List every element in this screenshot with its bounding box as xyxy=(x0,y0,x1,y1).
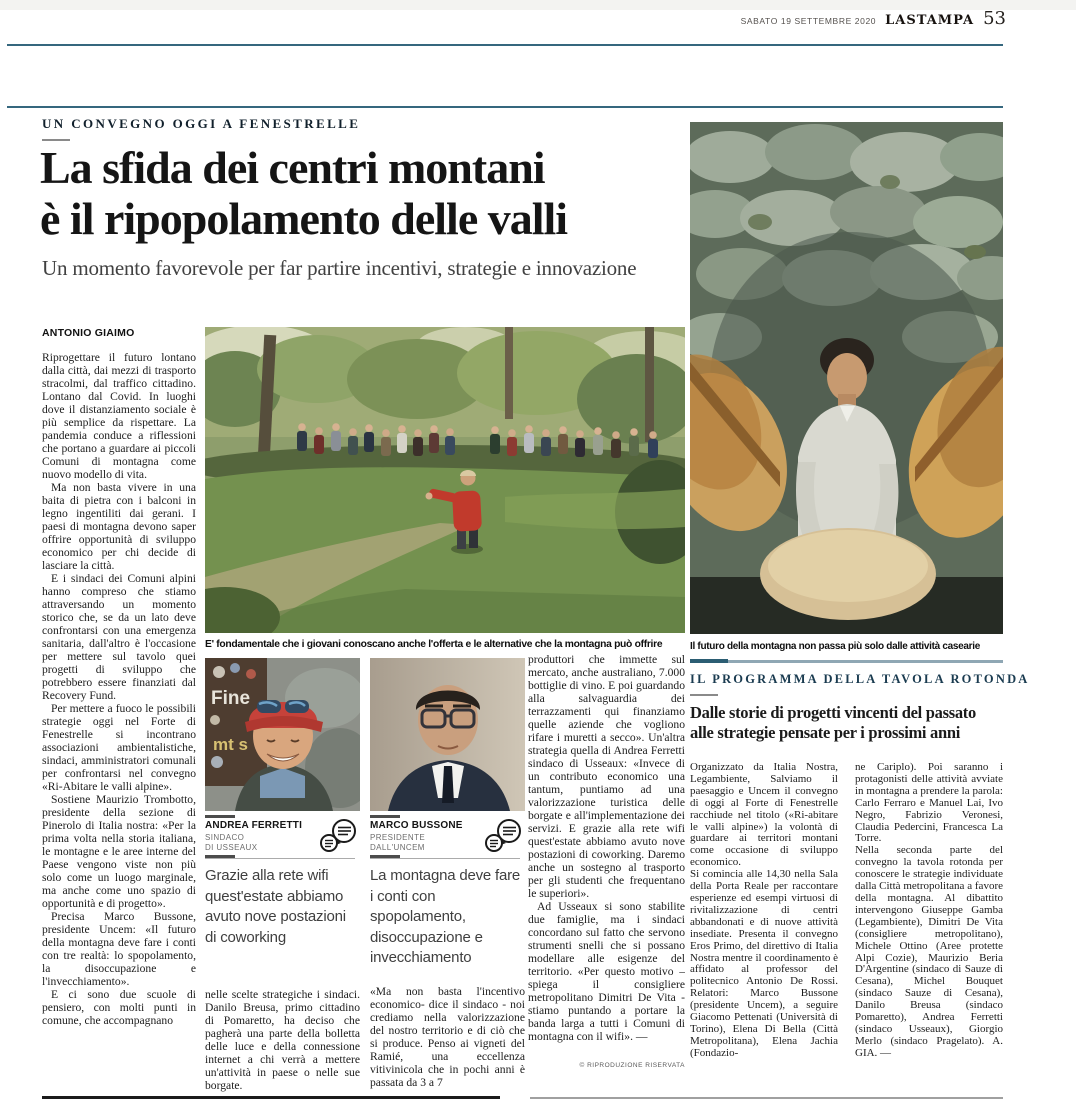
sign-text-line1: Fine xyxy=(211,688,251,709)
profile1-role-1: SINDACO xyxy=(205,833,245,842)
bottom-rule-dark xyxy=(42,1096,500,1099)
masthead: LASTAMPA xyxy=(885,13,975,28)
profile2-role-1: PRESIDENTE xyxy=(370,833,426,842)
profile2-photo-rule xyxy=(370,815,400,818)
headline-line-1: La sfida dei centri montani xyxy=(40,142,545,193)
program-col-1: Organizzato da Italia Nostra, Legambiente, Salviamo il paesaggio e Uncem il convegno di oggi al Forte di Fenestrelle racchiude nel titolo («Ri-abitare le valli alpine») la volontà di guardare ai territori montani come occasione di sviluppo economico. Si comincia alle 14,30 nella Sala della Porta Reale per raccontare esperienze ed esempi virtuosi di rivitalizzazione di centri abbandonati e di nuove attività insediate. Presenta il convegno Eros Primo, del direttivo di Italia Nostra mentre il coordinamento è affidato al professor del politecnico Antonio De Rossi. Relatori: Marco Bussone (presidente Uncem), a seguire Giacomo Pettenati (Università di Torino), Elena Di Bella (Città Metropolitana), Elena Jachia (Fondazio- xyxy=(690,762,838,1059)
main-photo xyxy=(205,327,685,633)
profile2-divider xyxy=(370,858,520,859)
body-col-3: «Ma non basta l'incentivo economico- dice il sindaco - noi crediamo nella valorizzazione del nostro territorio e di ciò che si produce. Penso ai vigneti del Ramié, una eccellenza vitivinicola che in pochi anni è passata da 3 a 7 xyxy=(370,985,525,1089)
profile2-name: MARCO BUSSONE xyxy=(370,820,463,831)
program-rule-accent xyxy=(690,659,728,663)
header-rule xyxy=(7,44,1003,46)
profile-photo-bussone xyxy=(370,658,525,811)
program-kicker: IL PROGRAMMA DELLA TAVOLA ROTONDA xyxy=(690,672,1030,686)
right-photo-art xyxy=(690,122,1003,634)
program-title xyxy=(690,703,1010,743)
profile1-role-2: DI USSEAUX xyxy=(205,843,258,852)
headline xyxy=(40,142,700,244)
program-col-2: ne Cariplo). Poi saranno i protagonisti delle attività avviate in montagna a prendere la parola: Carlo Ferraro e Manuel Lai, Ivo Negro, Fabrizio Veronesi, Claudia Pedercini, Francesca La Torre. Nella seconda parte del convegno la tavola rotonda per conoscere le strategie individuate dalla Città metropolitana a favore della montagna. Al dibattito intervengono Giuseppe Gamba (Legambiente), Dimitri De Vita (consigliere metropolitano), Michele Ottino (Aree protette Alpi Cozie), Maurizio Beria D'Argentine (sindaco di Sauze di Cesana), Michel Bouquet (sindaco Sauze di Cesana), Danilo Breusa (sindaco Pomaretto), Andrea Ferretti (sindaco Usseaux), Giorgio Merlo (sindaco Pragelato). A. GIA. — xyxy=(855,762,1003,1059)
profile1-quote: Grazie alla rete wifi quest'estate abbiamo avuto nove postazioni di coworking xyxy=(205,867,346,946)
profile1-name: ANDREA FERRETTI xyxy=(205,820,303,831)
profile1-divider xyxy=(205,858,355,859)
profile2-role-2: DALL'UNCEM xyxy=(370,843,425,852)
program-rule xyxy=(690,660,1003,663)
page-number: 53 xyxy=(983,8,1006,29)
speech-bubbles-icon xyxy=(318,818,358,854)
sign-text-line2: mt s xyxy=(213,735,248,754)
bussone-photo-art xyxy=(370,658,525,811)
program-kicker-underline xyxy=(690,694,718,696)
bottom-rule-gray xyxy=(530,1097,1003,1099)
speech-bubbles-icon xyxy=(483,818,523,854)
body-col-2: nelle scelte strategiche i sindaci. Danilo Breusa, primo cittadino di Pomaretto, ha deciso che pagherà una parte della bolletta delle luce e della connessione internet a chi verrà a mettere un'attività in paese o nelle sue borgate. xyxy=(205,988,360,1092)
right-photo xyxy=(690,122,1003,634)
kicker-underline xyxy=(42,139,70,141)
body-col-1: Riprogettare il futuro lontano dalla città, dai mezzi di trasporto stracolmi, dal traffico cittadino. Lontano dal Covid. In luoghi dove il distanziamento sociale è più semplice da rispettare. La pandemia conduce a riflessioni che portano a guardare ai piccoli Comuni di montagna come nuovo modello di vita. Ma non basta vivere in una baita di pietra con i balconi in legno ingentiliti dai gerani. I paesi di montagna devono saper offrire opportunità di sviluppo economico per chi decide di lasciare la città. E i sindaci dei Comuni alpini hanno compreso che stiamo attraversando un momento storico che, se da un lato deve confrontarsi con una emergenza sanitaria, dall'altro è l'occasione per mettere sul tavolo quei progetti di sviluppo che potrebbero essere finanziati dal Recovery Fund. Per mettere a fuoco le possibili strategie oggi nel Forte di Fenestrelle si incontrano associazioni ambientalistiche, sindaci, amministratori comunali per confrontarsi nel convegno «Ri-Abitare le valli alpine». Sostiene Maurizio Trombotto, presidente della sezione di Pinerolo di Italia nostra: «Per la prima volta nella storia italiana, le montagne e le aree interne del Paese vengono viste non più solo come un luogo marginale, ma anche come uno spazio di opportunità e di progetto». Precisa Marco Bussone, presidente Uncem: «Il futuro della montagna deve fare i conti con tre realtà: lo spopolamento, la disoccupazione e l'invecchiamento». E ci sono due scuole di pensiero, con molti punti in comune, che accompagnano xyxy=(42,351,196,1027)
article-top-rule xyxy=(7,106,1003,108)
main-photo-caption: E' fondamentale che i giovani conoscano anche l'offerta e le alternative che la montagna può offrire xyxy=(205,639,663,650)
ferretti-photo-art xyxy=(205,658,360,811)
headline-line-2: è il ripopolamento delle valli xyxy=(40,193,568,244)
page-header xyxy=(741,8,1006,29)
copyright-line: © RIPRODUZIONE RISERVATA xyxy=(579,1062,685,1069)
profile1-photo-rule xyxy=(205,815,235,818)
profile2-quote: La montagna deve fare i conti con spopolamento, disoccupazione e invecchiamento xyxy=(370,867,521,966)
byline: ANTONIO GIAIMO xyxy=(42,327,135,339)
program-title-line-1: Dalle storie di progetti vincenti del passato xyxy=(690,703,976,722)
right-photo-caption: Il futuro della montagna non passa più solo dalle attività casearie xyxy=(690,641,980,652)
program-title-line-2: alle strategie pensate per i prossimi anni xyxy=(690,723,961,742)
article-kicker: UN CONVEGNO OGGI A FENESTRELLE xyxy=(42,116,361,131)
main-photo-art xyxy=(205,327,685,633)
subhead: Un momento favorevole per far partire incentivi, strategie e innovazione xyxy=(42,256,637,280)
edition-date: SABATO 19 SETTEMBRE 2020 xyxy=(740,16,877,26)
profile-photo-ferretti xyxy=(205,658,360,811)
body-col-4: produttori che immette sul mercato, anche australiano, 7.000 bottiglie di vino. E poi guardando alla salvaguardia dei terrazzamenti qui finanziamo quelle aziende che vogliono rifare i muretti a secco». Un'altra strategia quella di Andrea Ferretti sindaco di Usseaux: «Invece di un contributo economico una tantum, puntiamo ad una valorizzazione turistica delle borgate e all'implementazione dei servizi. E grazie alla rete wifi quest'estate abbiamo avuto nove postazioni di coworking. Daremo anche un sostegno al trasporto per gli studenti che frequentano le superiori». Ad Usseaux si sono stabilite due famiglie, ma i sindaci concordano sul fatto che servono strumenti snelli che si possano modellare alle esigenze del territorio. «Per questo motivo – spiega il consigliere metropolitano Dimitri De Vita - stiamo puntando a portare la banda larga a tutti i Comuni di montagna con il wifi». — xyxy=(528,653,685,1043)
